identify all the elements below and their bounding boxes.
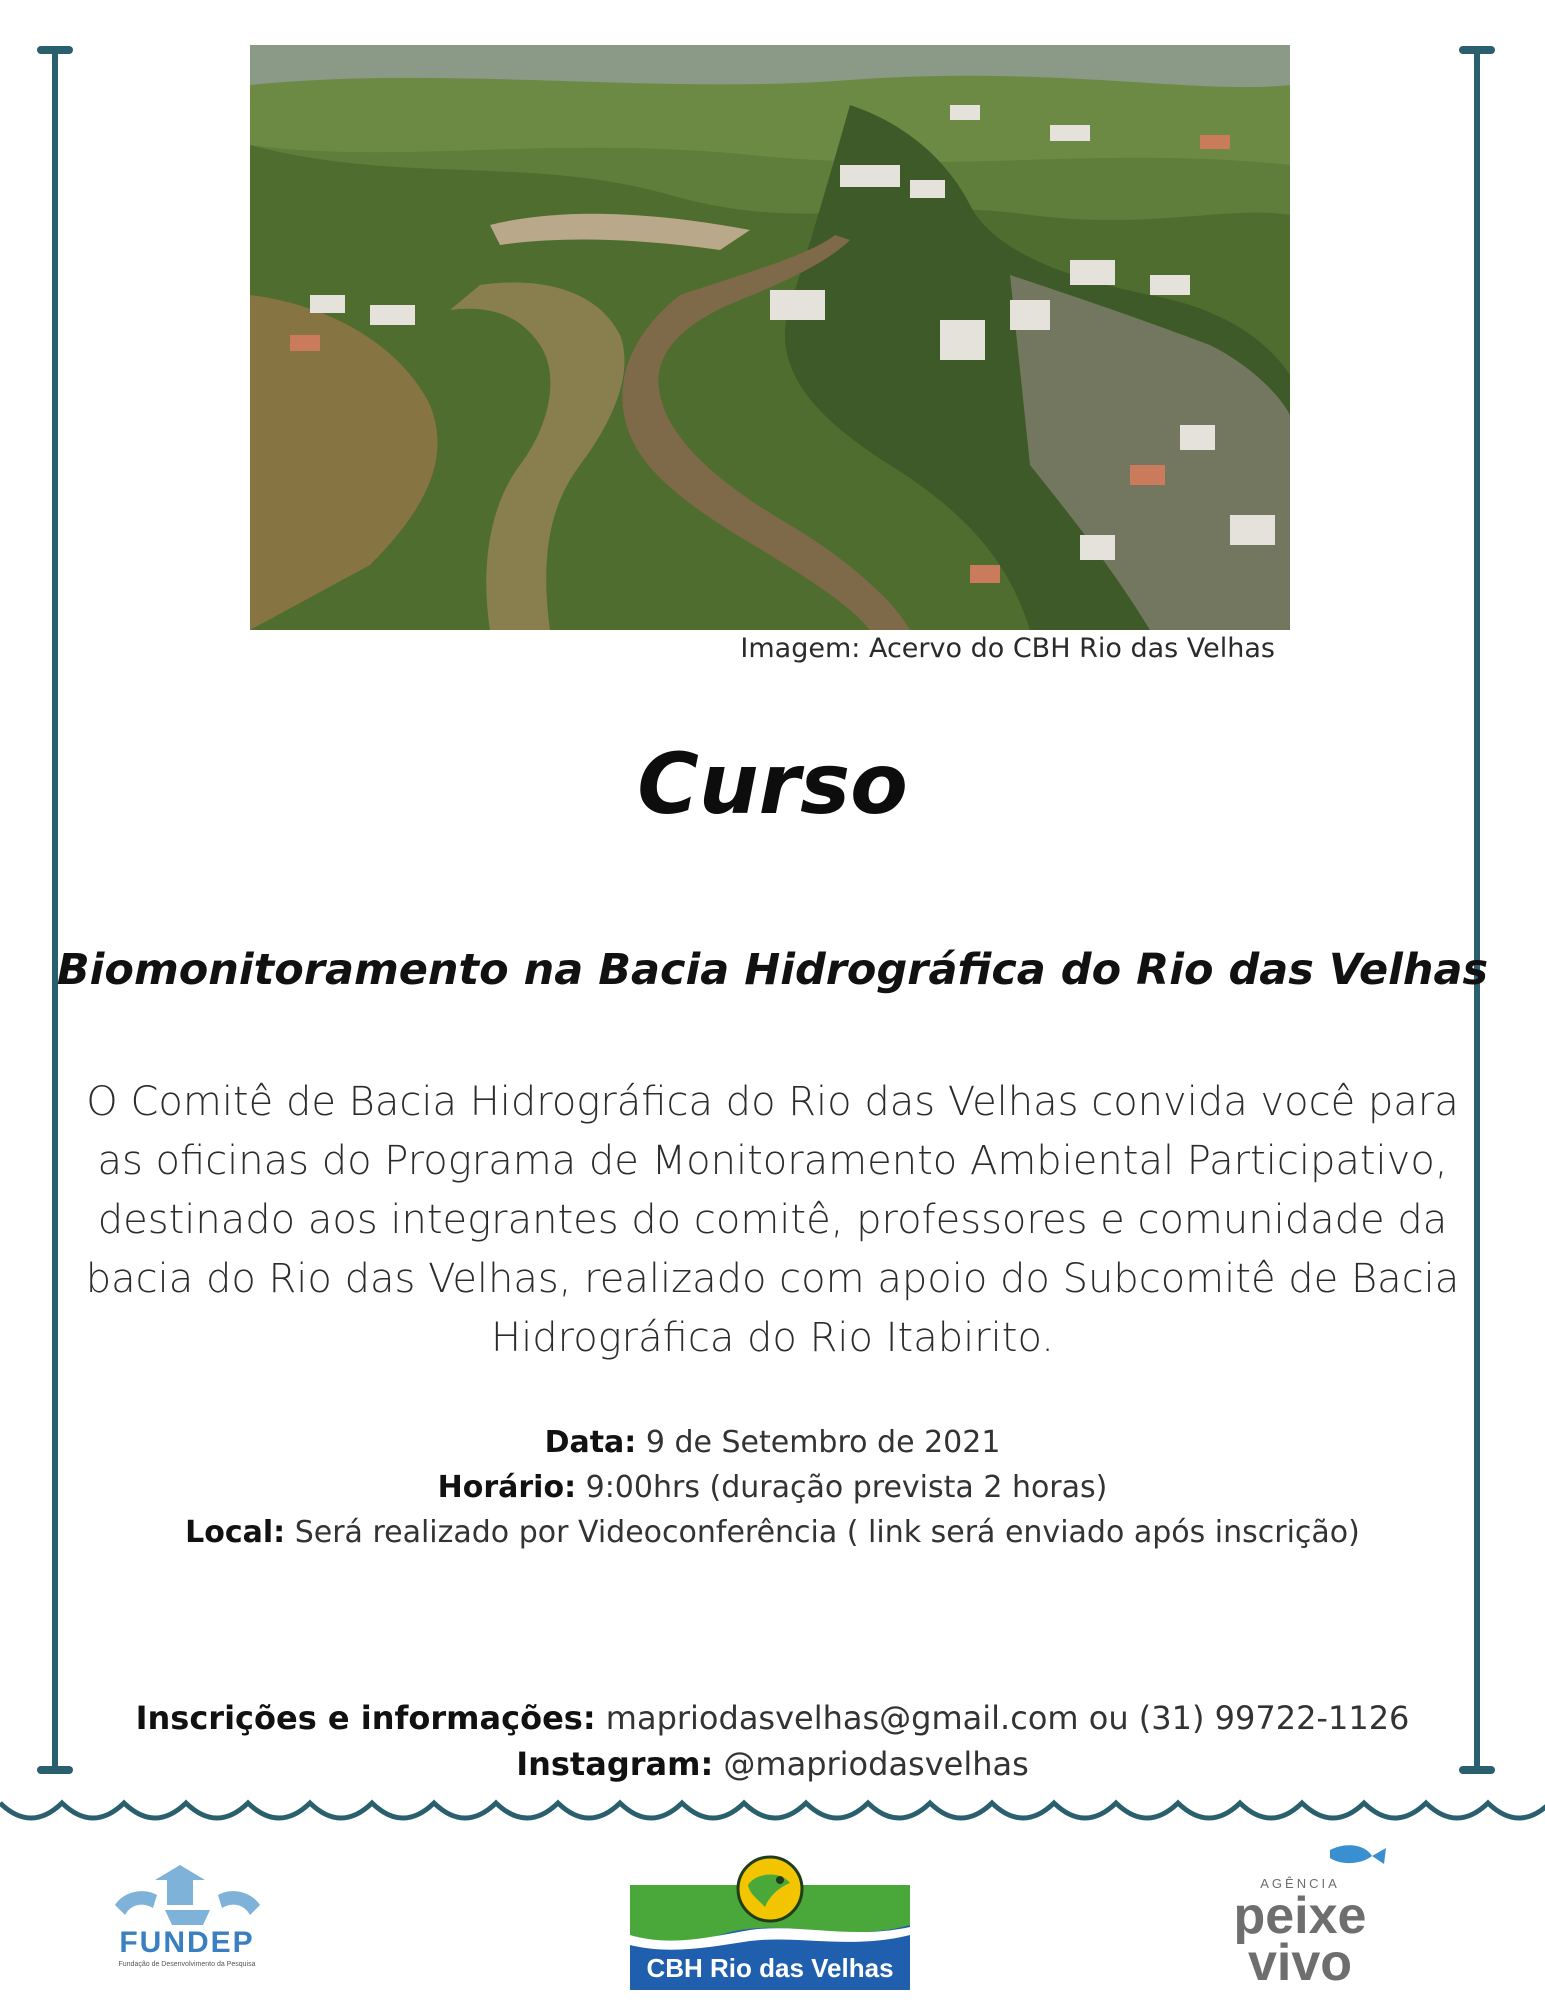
registration-label: Inscrições e informações:	[135, 1699, 596, 1737]
left-rail-top-cap	[37, 46, 73, 54]
fish-icon	[738, 1857, 802, 1921]
instagram-handle: @mapriodasvelhas	[713, 1745, 1029, 1783]
fundep-tagline: Fundação de Desenvolvimento da Pesquisa	[118, 1961, 256, 1968]
time-label: Horário:	[437, 1470, 577, 1505]
date-label: Data:	[544, 1425, 637, 1460]
fish-icon	[1330, 1845, 1386, 1864]
instagram-line	[0, 1741, 1545, 1787]
fundep-logo	[95, 1860, 280, 1970]
cbh-logo-text: CBH Rio das Velhas	[646, 1953, 894, 1983]
registration-line	[0, 1695, 1545, 1741]
aerial-river-photo	[250, 45, 1290, 630]
time-line	[0, 1465, 1545, 1510]
date-value: 9 de Setembro de 2021	[636, 1425, 1001, 1460]
photo-caption: Imagem: Acervo do CBH Rio das Velhas	[740, 633, 1275, 664]
right-rail-top-cap	[1459, 46, 1495, 54]
event-details	[0, 1420, 1545, 1555]
agencia-peixe-vivo-logo	[1230, 1840, 1400, 1990]
cbh-rio-das-velhas-logo	[630, 1855, 910, 1990]
fundep-logo-text: FUNDEP	[119, 1926, 255, 1959]
registration-value: mapriodasvelhas@gmail.com ou (31) 99722-1126	[595, 1699, 1410, 1737]
page-title: Curso	[637, 735, 908, 833]
course-subtitle: Biomonitoramento na Bacia Hidrográfica do Rio das Velhas	[56, 945, 1489, 995]
peixe-text: peixe	[1233, 1887, 1367, 1945]
agencia-text: AGÊNCIA	[1260, 1876, 1340, 1891]
place-line	[0, 1510, 1545, 1555]
place-label: Local:	[185, 1515, 286, 1550]
vivo-text: vivo	[1247, 1934, 1353, 1990]
instagram-label: Instagram:	[516, 1745, 714, 1783]
time-value: 9:00hrs (duração prevista 2 horas)	[576, 1470, 1108, 1505]
place-value: Será realizado por Videoconferência ( link será enviado após inscrição)	[285, 1515, 1360, 1550]
wave-divider	[0, 1795, 1545, 1835]
date-line	[0, 1420, 1545, 1465]
contact-info	[0, 1695, 1545, 1787]
course-description: O Comitê de Bacia Hidrográfica do Rio das Velhas convida você para as oficinas do Programa de Monitoramento Ambiental Participativo, destinado aos integrantes do comitê, professores e comunidade da bacia do Rio das Velhas, realizado com apoio do Subcomitê de Bacia Hidrográfica do Rio Itabirito.	[85, 1079, 1460, 1361]
